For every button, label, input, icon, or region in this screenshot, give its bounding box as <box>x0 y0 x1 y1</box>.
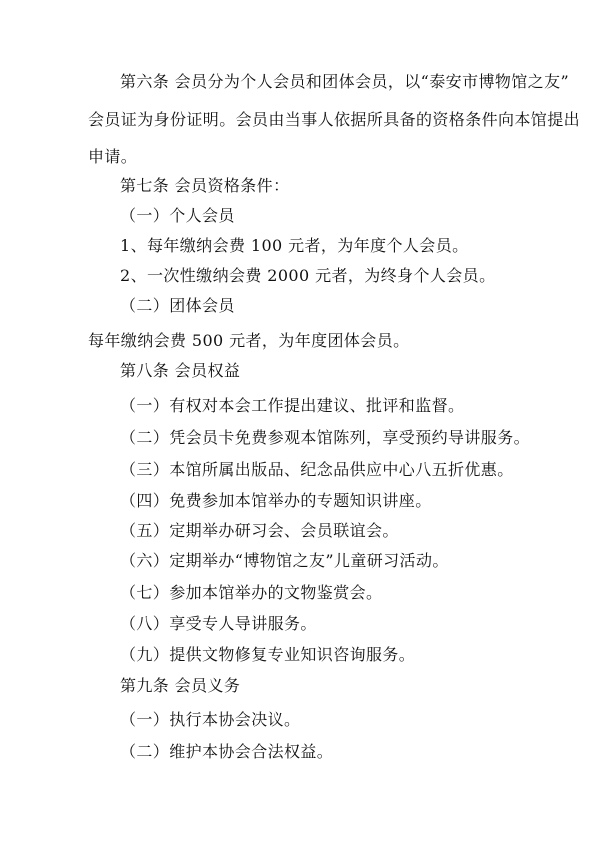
article8-item-7: （七）参加本馆举办的文物鉴赏会。 <box>120 583 383 602</box>
article8-item-6: （六）定期举办“博物馆之友”儿童研习活动。 <box>120 551 449 570</box>
article8-heading: 第八条 会员权益 <box>120 361 241 380</box>
article6-line1: 第六条 会员分为个人会员和团体会员，以“泰安市博物馆之友” <box>120 72 570 91</box>
article7-item2: 2、一次性缴纳会费 2000 元者，为终身个人会员。 <box>120 266 496 285</box>
article9-item-2: （二）维护本协会合法权益。 <box>120 742 334 761</box>
article7-section1-title: （一）个人会员 <box>120 206 235 225</box>
article8-item-9: （九）提供文物修复专业知识咨询服务。 <box>120 645 416 664</box>
article8-item-5: （五）定期举办研习会、会员联谊会。 <box>120 521 399 540</box>
article7-heading: 第七条 会员资格条件： <box>120 176 290 195</box>
article9-item-1: （一）执行本协会决议。 <box>120 710 301 729</box>
article8-item-8: （八）享受专人导讲服务。 <box>120 614 317 633</box>
article7-item1: 1、每年缴纳会费 100 元者，为年度个人会员。 <box>120 236 469 255</box>
article6-line2: 会员证为身份证明。会员由当事人依据所具备的资格条件向本馆提出 <box>88 110 581 129</box>
article8-item-4: （四）免费参加本馆举办的专题知识讲座。 <box>120 491 432 510</box>
article7-section2-title: （二）团体会员 <box>120 296 235 315</box>
article9-heading: 第九条 会员义务 <box>120 676 241 695</box>
article8-item-1: （一）有权对本会工作提出建议、批评和监督。 <box>120 396 465 415</box>
article8-item-3: （三）本馆所属出版品、纪念品供应中心八五折优惠。 <box>120 460 514 479</box>
article6-line3: 申请。 <box>88 147 138 166</box>
article8-item-2: （二）凭会员卡免费参观本馆陈列，享受预约导讲服务。 <box>120 428 531 447</box>
article7-section2-body: 每年缴纳会费 500 元者，为年度团体会员。 <box>88 331 410 350</box>
